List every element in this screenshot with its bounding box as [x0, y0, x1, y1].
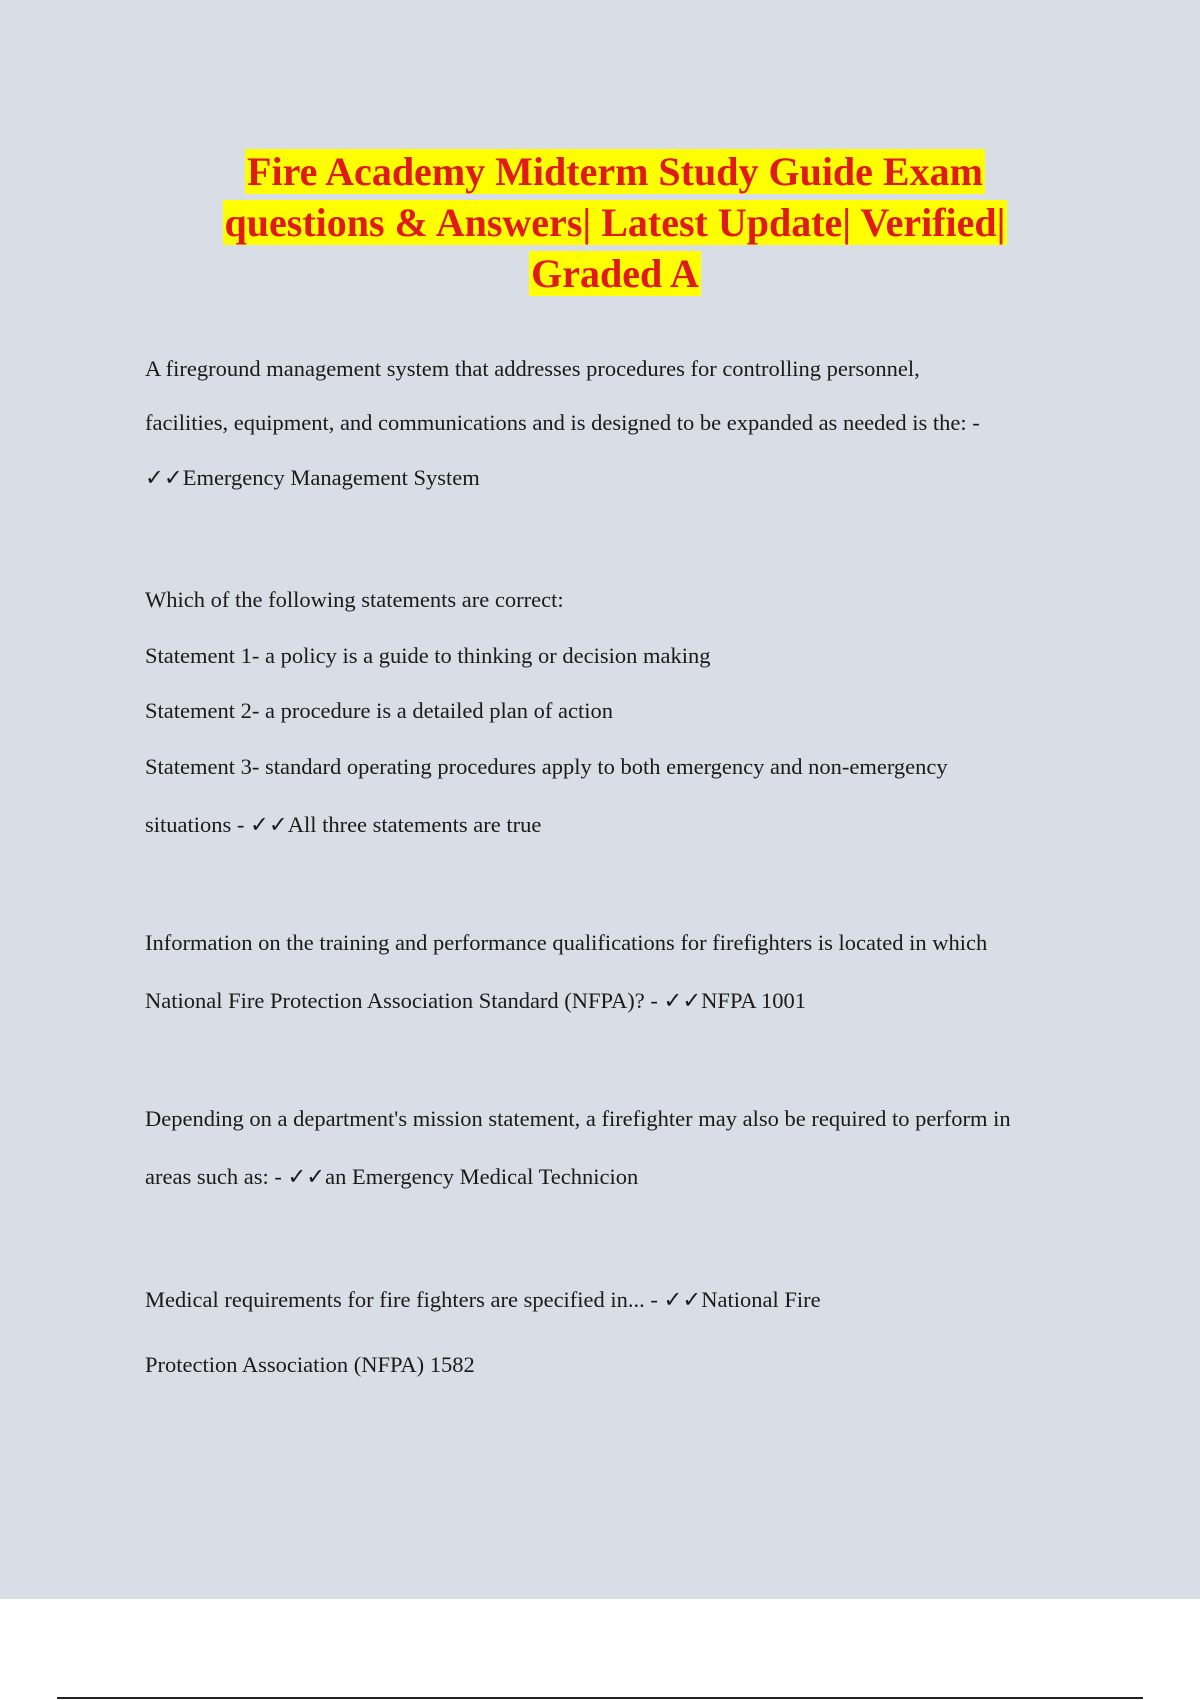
- page-divider: [57, 1697, 1143, 1699]
- qa-5-line-2: Protection Association (NFPA) 1582: [145, 1352, 475, 1377]
- qa-4-answer: areas such as: - ✓✓an Emergency Medical Technicion: [145, 1164, 639, 1189]
- qa-2-answer: situations - ✓✓All three statements are true: [145, 812, 542, 837]
- qa-2-line-4: Statement 3- standard operating procedures apply to both emergency and non-emergency: [145, 754, 948, 779]
- qa-1-line-2: facilities, equipment, and communications and is designed to be expanded as needed is the: -: [145, 410, 980, 435]
- qa-5-line-1: Medical requirements for fire fighters are specified in... - ✓✓National Fire: [145, 1287, 821, 1312]
- qa-2-line-3: Statement 2- a procedure is a detailed plan of action: [145, 698, 613, 723]
- qa-1-answer: ✓✓Emergency Management System: [145, 465, 480, 490]
- title-line-3: Graded A: [531, 251, 699, 296]
- qa-2-line-2: Statement 1- a policy is a guide to thinking or decision making: [145, 643, 711, 668]
- document-title: [150, 146, 1080, 299]
- title-line-1: Fire Academy Midterm Study Guide Exam: [247, 149, 983, 194]
- qa-3-line-1: Information on the training and performance qualifications for firefighters is located in which: [145, 930, 988, 955]
- qa-2-line-1: Which of the following statements are correct:: [145, 587, 564, 612]
- title-line-2: questions & Answers| Latest Update| Verified|: [224, 200, 1006, 245]
- qa-3-answer: National Fire Protection Association Standard (NFPA)? - ✓✓NFPA 1001: [145, 988, 807, 1013]
- qa-4-line-1: Depending on a department's mission statement, a firefighter may also be required to perform in: [145, 1106, 1011, 1131]
- qa-1-line-1: A fireground management system that addresses procedures for controlling personnel,: [145, 356, 920, 381]
